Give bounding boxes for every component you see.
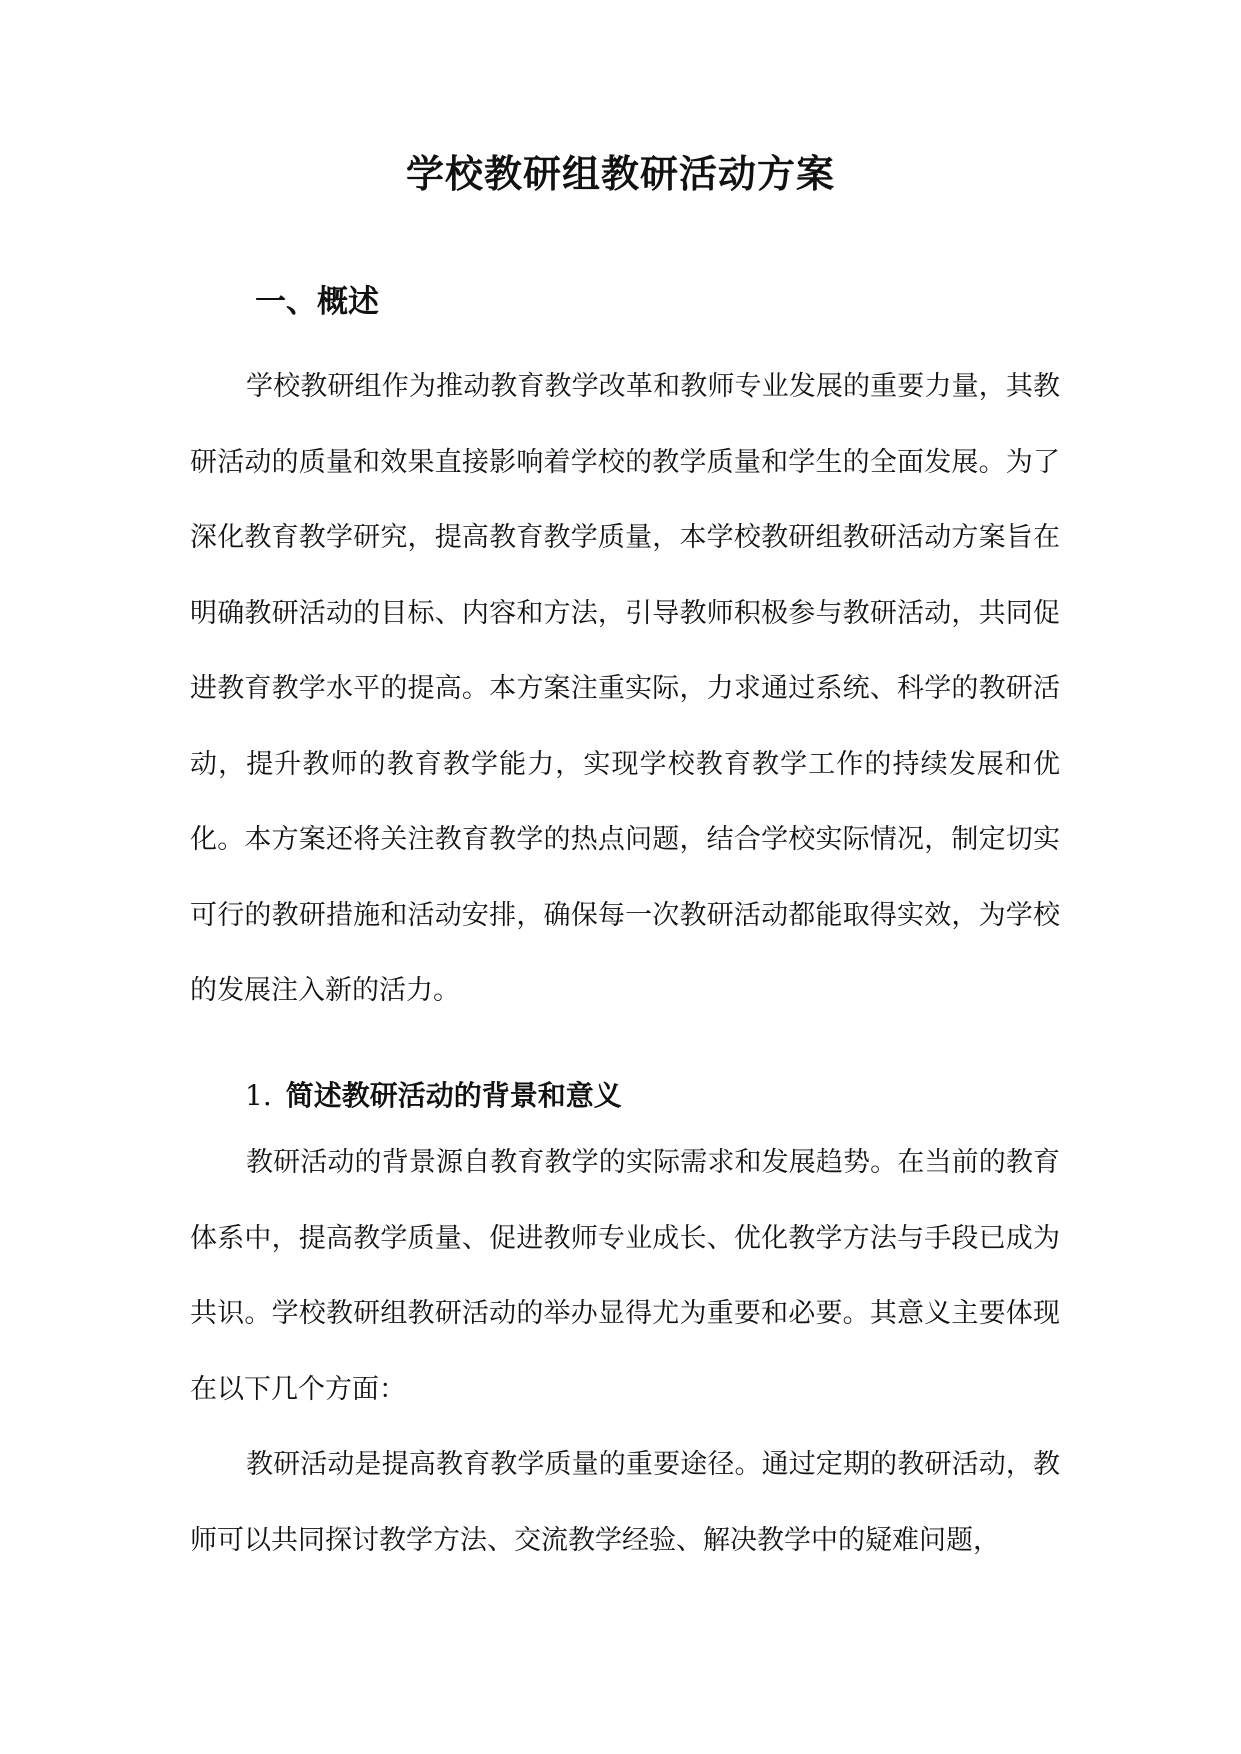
subsection-heading-background [245, 1076, 622, 1116]
document-title: 学校教研组教研活动方案 [405, 151, 835, 196]
overview-paragraph: 学校教研组作为推动教育教学改革和教师专业发展的重要力量，其教研活动的质量和效果直接影响着学校的教学质量和学生的全面发展。为了深化教育教学研究，提高教育教学质量，本学校教研组教研活动方案旨在明确教研活动的目标、内容和方法，引导教师积极参与教研活动，共同促进教育教学水平的提高。本方案注重实际，力求通过系统、科学的教研活动，提升教师的教育教学能力，实现学校教育教学工作的持续发展和优化。本方案还将关注教育教学的热点问题，结合学校实际情况，制定切实可行的教研措施和活动安排，确保每一次教研活动都能取得实效，为学校的发展注入新的活力。 [190, 371, 1060, 1006]
section-heading-overview: 一、概述 [255, 284, 379, 320]
significance-paragraph: 教研活动是提高教育教学质量的重要途径。通过定期的教研活动，教师可以共同探讨教学方法、交流教学经验、解决教学中的疑难问题， [190, 1449, 1060, 1556]
subsection-number: 1. [245, 1079, 272, 1112]
subsection-title: 简述教研活动的背景和意义 [285, 1079, 622, 1112]
background-paragraph: 教研活动的背景源自教育教学的实际需求和发展趋势。在当前的教育体系中，提高教学质量、促进教师专业成长、优化教学方法与手段已成为共识。学校教研组教研活动的举办显得尤为重要和必要。其意义主要体现在以下几个方面： [190, 1147, 1060, 1405]
